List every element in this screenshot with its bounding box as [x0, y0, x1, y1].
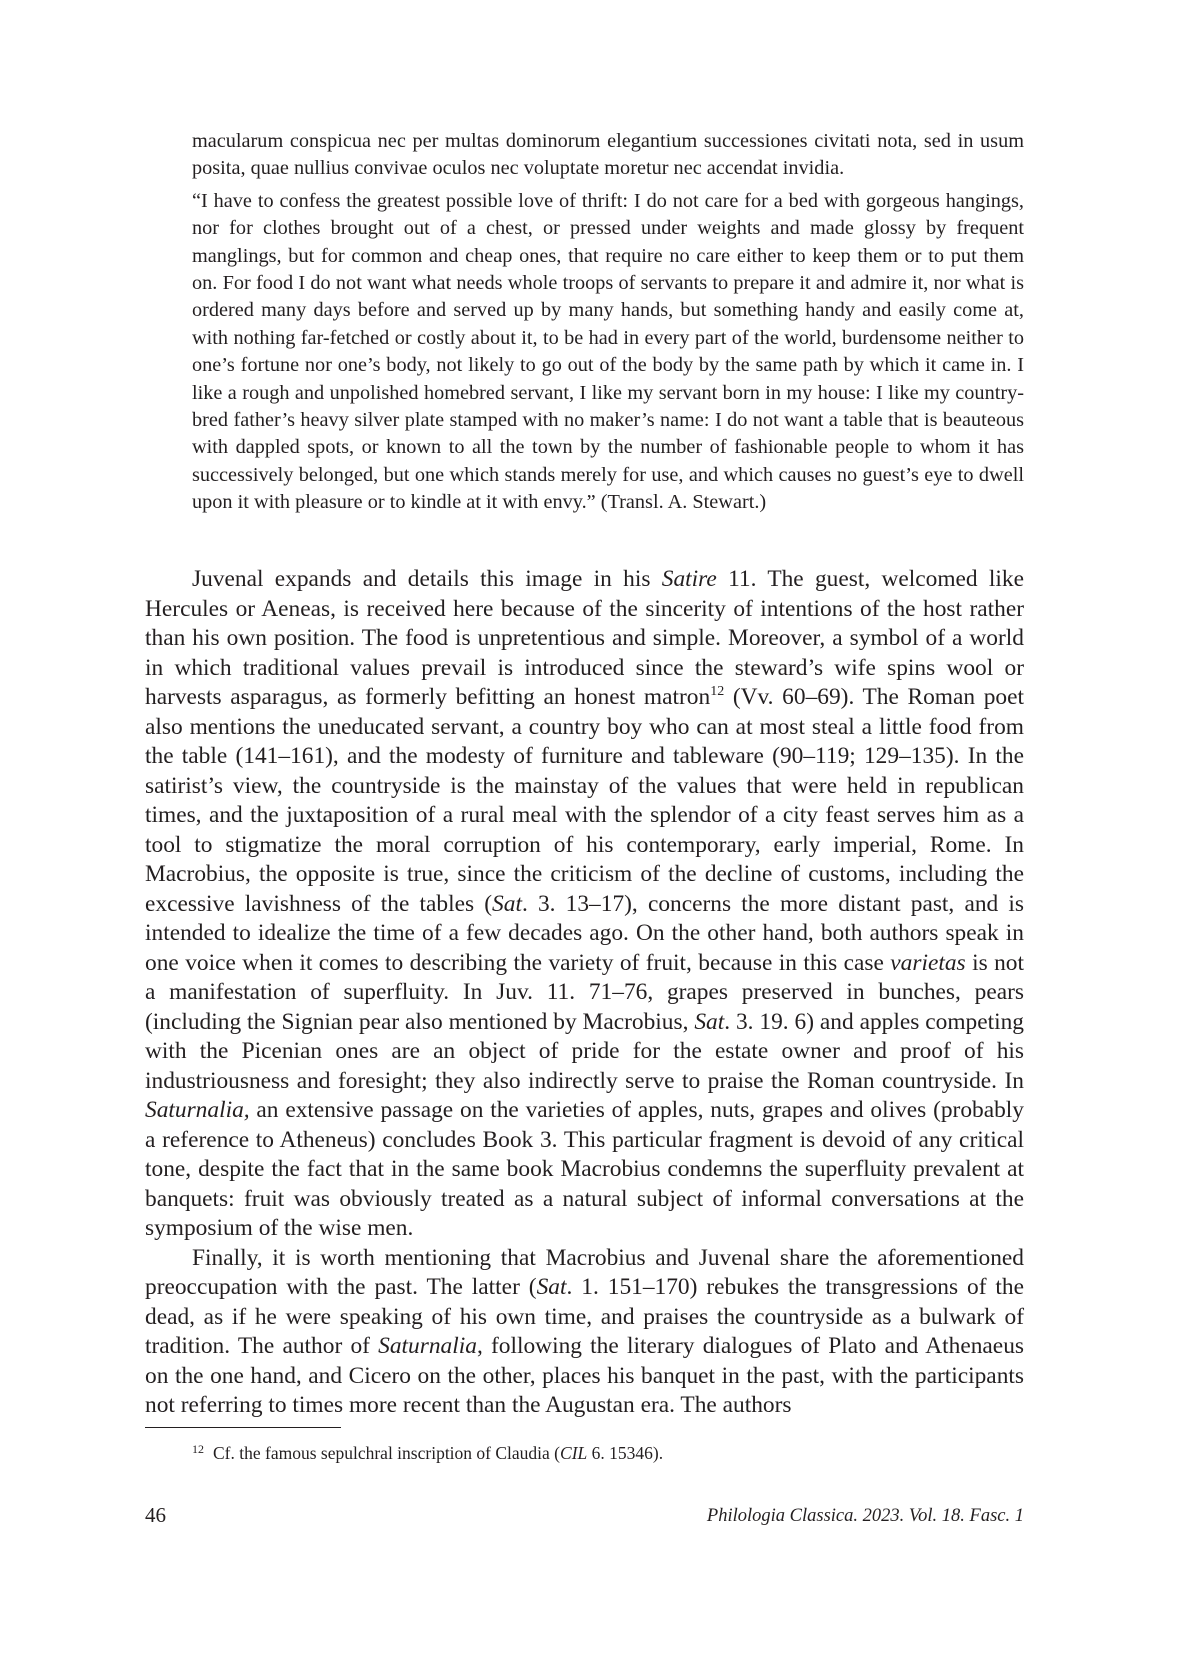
- block-quote: [192, 128, 1024, 517]
- running-footer: Philologia Classica. 2023. Vol. 18. Fasc. 1: [706, 1506, 1024, 1526]
- text-run: an extensive passage on the varieties of apples, nuts, grapes and olives (probably a reference to Atheneus) concludes Book 3. This particular fragment is devoid of any critical tone, despite the fact that in the same book Macrobius condemns the superfluity prevalent at banquets: fruit was obviously treated as a natural subject of informal conversations at the symposium of the wise men.: [145, 1097, 1024, 1241]
- latin-quote-paragraph: macularum conspicua nec per multas dominorum elegantium successiones civitati nota, sed in usum posita, quae nullius convivae oculos nec voluptate moretur nec accendat invidia.: [192, 130, 1024, 180]
- main-text: [145, 565, 1024, 1421]
- italic-title: Saturnalia,: [145, 1097, 250, 1123]
- body-paragraph-2: [145, 1244, 1024, 1421]
- text-run: Finally, it is worth mentioning that Macrobius and Juvenal share the aforementioned preoccupation with the past. The latter (: [145, 1244, 1024, 1300]
- italic-term: varietas: [890, 949, 966, 976]
- italic-abbrev: Sat: [694, 1008, 725, 1035]
- page-number: 46: [145, 1503, 166, 1527]
- text-run: . 3. 19. 6) and apples competing with the Picenian ones are an object of pride for the estate owner and proof of his industriousness and foresight; they also indirectly serve to praise the Roman countryside. In: [145, 1008, 1024, 1094]
- footnote-number: 12: [192, 1442, 204, 1456]
- italic-title: Saturnalia: [378, 1333, 477, 1359]
- translation-quote-paragraph: “I have to confess the greatest possible love of thrift: I do not care for a bed with gorgeous hangings, nor for clothes brought out of a chest, or pressed under weights and made glossy by frequent manglings, but for common and cheap ones, that require no care either to keep them or to put them on. For food I do not want what needs whole troops of servants to prepare it and admire it, nor what is ordered many days before and served up by many hands, but something handy and easily come at, with nothing far-fetched or costly about it, to be had in every part of the world, burdensome neither to one’s fortune nor one’s body, not likely to go out of the body by the same path by which it came in. I like a rough and unpolished homebred servant, I like my servant born in my house: I like my country-bred father’s heavy silver plate stamped with no maker’s name: I do not want a table that is beauteous with dappled spots, or known to all the town by the number of fashionable people to whom it has successively belonged, but one which stands merely for use, and which causes no guest’s eye to dwell upon it with pleasure or to kindle at it with envy.” (Transl. A. Stewart.): [192, 189, 1024, 514]
- footnote-text: 6. 15346).: [587, 1443, 664, 1463]
- footnote: [192, 1441, 1024, 1465]
- footnote-text: Cf. the famous sepulchral inscription of Claudia (: [213, 1443, 561, 1463]
- italic-title: Satire: [661, 566, 717, 592]
- text-run: , following the literary dialogues of Plato and Athenaeus on the one hand, and Cicero on the other, places his banquet in the past, with the participants not referring to times more recent than the Augustan era. The authors: [145, 1333, 1024, 1418]
- body-paragraph-1: [145, 565, 1024, 1244]
- text-run: . 3. 13–17), concerns the more distant past, and is intended to idealize the time of a few decades ago. On the other hand, both authors speak in one voice when it comes to describing the variety of fruit, because in this case: [145, 890, 1024, 976]
- text-run: (Vv. 60–69). The Roman poet also mentions the uneducated servant, a country boy who can at most steal a little food from the table (141–161), and the modesty of furniture and tableware (90–119; 129–135). In the satirist’s view, the countryside is the mainstay of the values that were held in republican times, and the juxtaposition of a rural meal with the splendor of a city feast serves him as a tool to stigmatize the moral corruption of his contemporary, early imperial, Rome. In Macrobius, the opposite is true, since the criticism of the decline of customs, including the excessive lavishness of the tables (: [145, 684, 1024, 917]
- text-run: 11. The guest, welcomed like Hercules or Aeneas, is received here because of the sincerity of intentions of the host rather than his own position. The food is unpretentious and simple. Moreover, a symbol of a world in which traditional values prevail is introduced since the steward’s wife spins wool or harvests asparagus, as formerly befitting an honest matron: [145, 566, 1025, 710]
- italic-abbrev: Sat: [492, 890, 522, 917]
- text-run: is not a manifestation of superfluity. In Juv. 11. 71–76, grapes preserved in bunches, pears (including the Signian pear also mentioned by Macrobius,: [145, 949, 1024, 1035]
- footnote-italic: CIL: [560, 1443, 588, 1463]
- italic-abbrev: Sat: [536, 1274, 567, 1300]
- text-run: Juvenal expands and details this image in his: [192, 566, 662, 592]
- footnote-reference[interactable]: 12: [710, 684, 725, 699]
- footnote-divider: [145, 1427, 341, 1428]
- text-run: . 1. 151–170) rebukes the transgressions of the dead, as if he were speaking of his own time, and praises the countryside as a bulwark of tradition. The author of: [145, 1274, 1025, 1359]
